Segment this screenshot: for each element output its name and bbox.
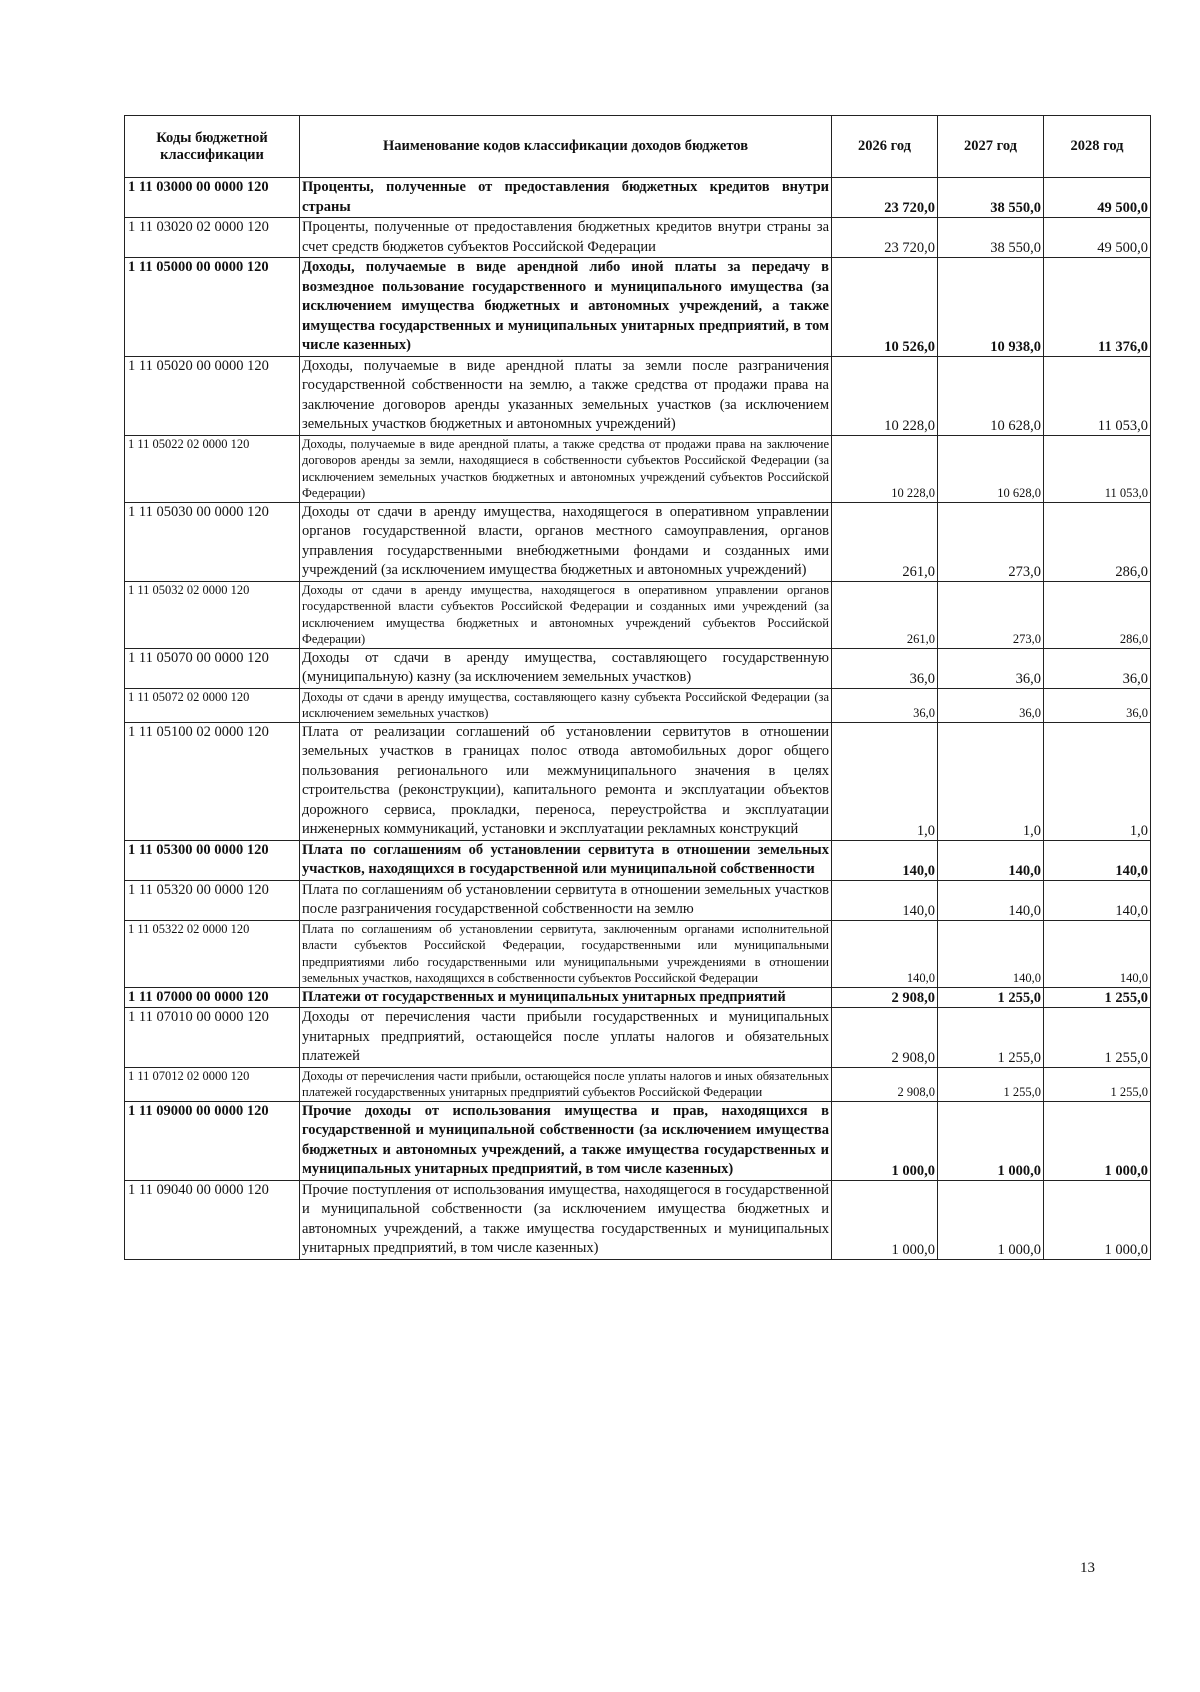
row-name: Плата по соглашениям об установлении сервитута в отношении земельных участков после разграничения государственной собственности на землю <box>300 880 832 920</box>
row-value-2028: 36,0 <box>1044 648 1151 688</box>
row-value-2028: 286,0 <box>1044 502 1151 581</box>
table-row <box>125 1067 1151 1101</box>
table-row <box>125 502 1151 581</box>
row-value-2028: 1 255,0 <box>1044 1067 1151 1101</box>
header-2028: 2028 год <box>1044 116 1151 178</box>
row-code: 1 11 05300 00 0000 120 <box>125 840 300 880</box>
table-row <box>125 987 1151 1008</box>
row-value-2026: 1 000,0 <box>832 1180 938 1259</box>
row-value-2028: 11 053,0 <box>1044 356 1151 435</box>
row-value-2026: 36,0 <box>832 648 938 688</box>
row-value-2027: 38 550,0 <box>938 178 1044 218</box>
row-code: 1 11 07012 02 0000 120 <box>125 1067 300 1101</box>
header-name: Наименование кодов классификации доходов бюджетов <box>300 116 832 178</box>
row-name: Плата от реализации соглашений об установлении сервитутов в отношении земельных участков в границах полос отвода автомобильных дорог общего пользования регионального или межмуниципального значения в целях строительства (реконструкции), капитального ремонта и эксплуатации объектов дорожного сервиса, прокладки, переноса, переустройства и эксплуатации инженерных коммуникаций, установки и эксплуатации рекламных конструкций <box>300 722 832 840</box>
row-name: Доходы, получаемые в виде арендной либо иной платы за передачу в возмездное пользование государственного и муниципального имущества (за исключением имущества бюджетных и автономных учреждений, а также имущества государственных и муниципальных унитарных предприятий, в том числе казенных) <box>300 258 832 357</box>
table-row <box>125 356 1151 435</box>
row-name: Доходы от сдачи в аренду имущества, находящегося в оперативном управлении органов государственной власти, органов местного самоуправления, органов управления государственными внебюджетными фондами и созданных ими учреждений (за исключением имущества бюджетных и автономных учреждений) <box>300 502 832 581</box>
row-code: 1 11 05320 00 0000 120 <box>125 880 300 920</box>
row-value-2027: 1 255,0 <box>938 1008 1044 1068</box>
table-row <box>125 722 1151 840</box>
row-value-2026: 10 228,0 <box>832 435 938 502</box>
row-name: Платежи от государственных и муниципальных унитарных предприятий <box>300 987 832 1008</box>
row-code: 1 11 05032 02 0000 120 <box>125 581 300 648</box>
row-name: Доходы, получаемые в виде арендной платы, а также средства от продажи права на заключение договоров аренды за земли, находящиеся в собственности субъектов Российской Федерации (за исключением земельных участков бюджетных и автономных учреждений субъектов Российской Федерации) <box>300 435 832 502</box>
row-code: 1 11 05022 02 0000 120 <box>125 435 300 502</box>
table-row <box>125 840 1151 880</box>
table-header-row <box>125 116 1151 178</box>
table-row <box>125 920 1151 987</box>
row-code: 1 11 09000 00 0000 120 <box>125 1101 300 1180</box>
table-row <box>125 1180 1151 1259</box>
row-value-2027: 1 255,0 <box>938 1067 1044 1101</box>
row-value-2028: 286,0 <box>1044 581 1151 648</box>
row-value-2028: 140,0 <box>1044 920 1151 987</box>
row-value-2026: 2 908,0 <box>832 987 938 1008</box>
row-code: 1 11 05100 02 0000 120 <box>125 722 300 840</box>
row-value-2027: 273,0 <box>938 581 1044 648</box>
row-value-2026: 140,0 <box>832 840 938 880</box>
row-value-2027: 36,0 <box>938 648 1044 688</box>
row-value-2027: 36,0 <box>938 688 1044 722</box>
row-value-2028: 49 500,0 <box>1044 218 1151 258</box>
row-code: 1 11 05030 00 0000 120 <box>125 502 300 581</box>
row-value-2027: 1 255,0 <box>938 987 1044 1008</box>
table-row <box>125 581 1151 648</box>
row-name: Проценты, полученные от предоставления бюджетных кредитов внутри страны <box>300 178 832 218</box>
row-value-2027: 273,0 <box>938 502 1044 581</box>
row-code: 1 11 07010 00 0000 120 <box>125 1008 300 1068</box>
row-value-2027: 140,0 <box>938 920 1044 987</box>
row-value-2027: 140,0 <box>938 840 1044 880</box>
row-name: Плата по соглашениям об установлении сервитута в отношении земельных участков, находящихся в государственной или муниципальной собственности <box>300 840 832 880</box>
row-value-2028: 1 000,0 <box>1044 1101 1151 1180</box>
page-number: 13 <box>1080 1560 1095 1576</box>
table-row <box>125 178 1151 218</box>
row-name: Доходы от сдачи в аренду имущества, составляющего государственную (муниципальную) казну (за исключением земельных участков) <box>300 648 832 688</box>
table-body <box>125 178 1151 1260</box>
table-row <box>125 880 1151 920</box>
row-value-2026: 140,0 <box>832 880 938 920</box>
table-row <box>125 1008 1151 1068</box>
row-value-2028: 11 053,0 <box>1044 435 1151 502</box>
row-value-2026: 10 526,0 <box>832 258 938 357</box>
row-value-2027: 10 938,0 <box>938 258 1044 357</box>
row-value-2027: 1,0 <box>938 722 1044 840</box>
table-row <box>125 258 1151 357</box>
row-name: Прочие доходы от использования имущества и прав, находящихся в государственной и муниципальной собственности (за исключением имущества бюджетных и автономных учреждений, а также имущества государственных и муниципальных унитарных предприятий, в том числе казенных) <box>300 1101 832 1180</box>
row-value-2027: 10 628,0 <box>938 356 1044 435</box>
row-code: 1 11 07000 00 0000 120 <box>125 987 300 1008</box>
row-name: Плата по соглашениям об установлении сервитута, заключенным органами исполнительной власти субъектов Российской Федерации, государственными или муниципальными предприятиями либо государственными или муниципальными учреждениями в отношении земельных участков, находящихся в собственности субъектов Российской Федерации <box>300 920 832 987</box>
row-code: 1 11 05070 00 0000 120 <box>125 648 300 688</box>
row-name: Проценты, полученные от предоставления бюджетных кредитов внутри страны за счет средств бюджетов субъектов Российской Федерации <box>300 218 832 258</box>
row-value-2026: 1,0 <box>832 722 938 840</box>
row-value-2028: 11 376,0 <box>1044 258 1151 357</box>
row-value-2027: 1 000,0 <box>938 1101 1044 1180</box>
row-name: Прочие поступления от использования имущества, находящегося в государственной и муниципальной собственности (за исключением имущества бюджетных и автономных учреждений, а также имущества государственных и муниципальных унитарных предприятий, в том числе казенных) <box>300 1180 832 1259</box>
row-name: Доходы от перечисления части прибыли государственных и муниципальных унитарных предприятий, остающейся после уплаты налогов и обязательных платежей <box>300 1008 832 1068</box>
row-value-2026: 261,0 <box>832 502 938 581</box>
row-value-2027: 1 000,0 <box>938 1180 1044 1259</box>
row-value-2028: 1 255,0 <box>1044 1008 1151 1068</box>
row-value-2026: 140,0 <box>832 920 938 987</box>
row-name: Доходы, получаемые в виде арендной платы за земли после разграничения государственной собственности на землю, а также средства от продажи права на заключение договоров аренды указанных земельных участков (за исключением земельных участков бюджетных и автономных учреждений) <box>300 356 832 435</box>
row-value-2028: 49 500,0 <box>1044 178 1151 218</box>
row-code: 1 11 05020 00 0000 120 <box>125 356 300 435</box>
row-value-2028: 1 255,0 <box>1044 987 1151 1008</box>
row-value-2026: 261,0 <box>832 581 938 648</box>
header-code: Коды бюджетной классификации <box>125 116 300 178</box>
row-value-2026: 2 908,0 <box>832 1067 938 1101</box>
row-code: 1 11 03000 00 0000 120 <box>125 178 300 218</box>
row-value-2028: 140,0 <box>1044 840 1151 880</box>
row-value-2028: 1,0 <box>1044 722 1151 840</box>
row-name: Доходы от сдачи в аренду имущества, находящегося в оперативном управлении органов государственной власти субъектов Российской Федерации и созданных ими учреждений (за исключением имущества бюджетных и автономных учреждений субъектов Российской Федерации) <box>300 581 832 648</box>
header-2027: 2027 год <box>938 116 1044 178</box>
row-value-2028: 140,0 <box>1044 880 1151 920</box>
row-value-2028: 1 000,0 <box>1044 1180 1151 1259</box>
row-code: 1 11 09040 00 0000 120 <box>125 1180 300 1259</box>
table-row <box>125 688 1151 722</box>
row-value-2028: 36,0 <box>1044 688 1151 722</box>
row-value-2026: 23 720,0 <box>832 178 938 218</box>
row-code: 1 11 05000 00 0000 120 <box>125 258 300 357</box>
revenue-table <box>124 115 1151 1260</box>
row-code: 1 11 05322 02 0000 120 <box>125 920 300 987</box>
row-value-2026: 23 720,0 <box>832 218 938 258</box>
table-row <box>125 435 1151 502</box>
row-code: 1 11 03020 02 0000 120 <box>125 218 300 258</box>
row-value-2026: 1 000,0 <box>832 1101 938 1180</box>
row-value-2027: 140,0 <box>938 880 1044 920</box>
row-name: Доходы от сдачи в аренду имущества, составляющего казну субъекта Российской Федерации (за исключением земельных участков) <box>300 688 832 722</box>
table-row <box>125 1101 1151 1180</box>
row-value-2026: 2 908,0 <box>832 1008 938 1068</box>
row-value-2027: 10 628,0 <box>938 435 1044 502</box>
table-row <box>125 648 1151 688</box>
row-value-2026: 10 228,0 <box>832 356 938 435</box>
row-value-2027: 38 550,0 <box>938 218 1044 258</box>
table-row <box>125 218 1151 258</box>
row-name: Доходы от перечисления части прибыли, остающейся после уплаты налогов и иных обязательных платежей государственных унитарных предприятий субъектов Российской Федерации <box>300 1067 832 1101</box>
header-2026: 2026 год <box>832 116 938 178</box>
row-code: 1 11 05072 02 0000 120 <box>125 688 300 722</box>
row-value-2026: 36,0 <box>832 688 938 722</box>
